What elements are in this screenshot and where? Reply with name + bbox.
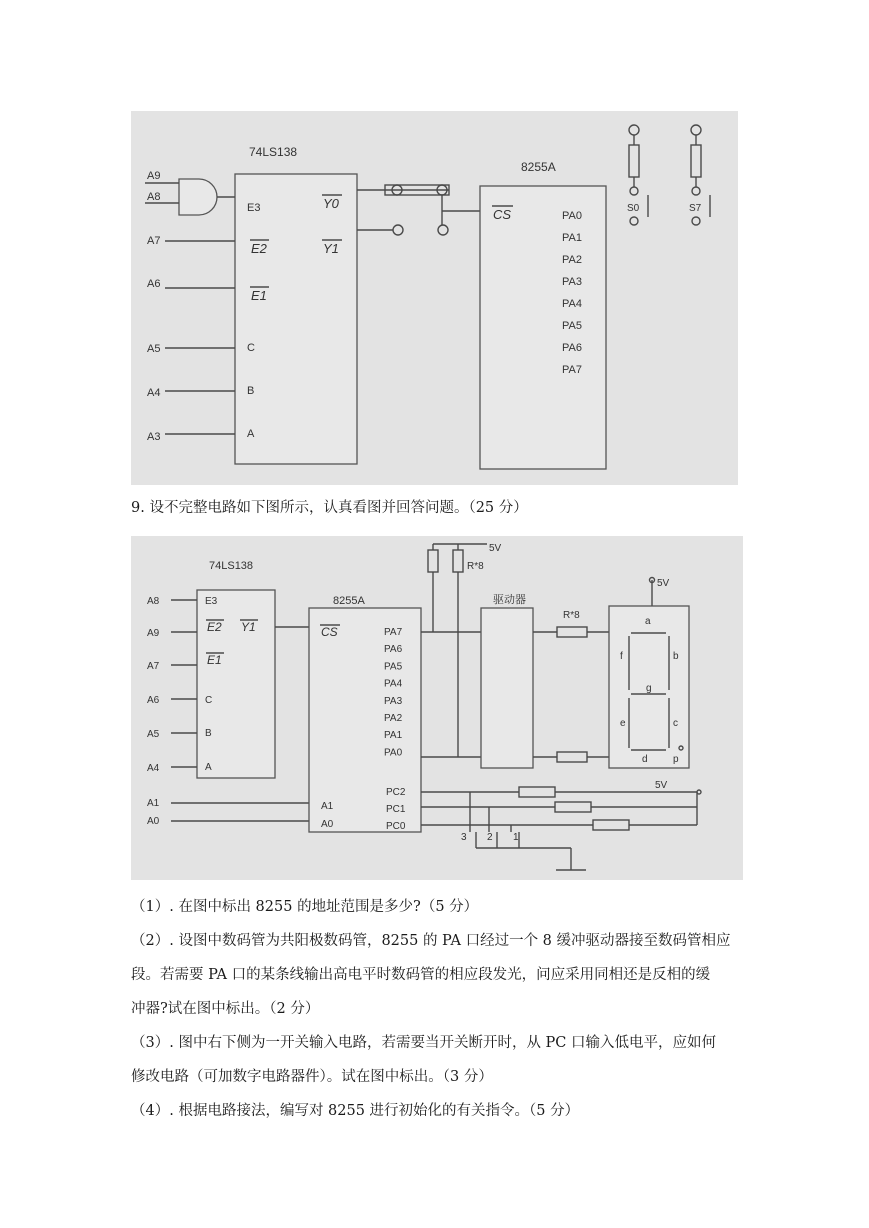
addr-a9: A9 [147, 628, 160, 639]
addr-a5: A5 [147, 343, 161, 355]
switch-s7-label: S7 [689, 203, 702, 214]
pullup-label: R*8 [467, 561, 484, 572]
port-label-pc0: PC0 [386, 821, 406, 832]
decoder-input-e3: E3 [205, 596, 218, 607]
switch-3-label: 3 [461, 832, 467, 843]
segment-g: g [646, 683, 652, 694]
decoder-output-y0: Y0 [323, 196, 339, 211]
ppi-title: 8255A [333, 595, 365, 607]
decoder-74ls138-box [197, 590, 275, 778]
segment-e: e [620, 718, 626, 729]
subquestion-2-line-3: 冲器?试在图中标出。（2 分） [131, 1001, 320, 1017]
circuit-1-svg [131, 111, 738, 485]
switch-power-label: 5V [655, 780, 668, 791]
switch-1-label: 1 [513, 832, 519, 843]
switch-s0-label: S0 [627, 203, 640, 214]
subquestion-2-line-2: 段。若需要 PA 口的某条线输出高电平时数码管的相应段发光，问应采用同相还是反相的缓 [131, 967, 711, 983]
port-label-pa0: PA0 [384, 747, 403, 759]
port-label-pc2: PC2 [386, 787, 406, 798]
segment-a: a [645, 616, 651, 627]
addr-a5: A5 [147, 729, 160, 740]
port-label-pa4: PA4 [562, 298, 582, 310]
question-text: 设不完整电路如下图所示，认真看图并回答问题。（25 分） [149, 500, 528, 516]
ppi-a1: A1 [321, 801, 334, 812]
segment-d: d [642, 754, 648, 765]
driver-box [481, 608, 533, 768]
addr-a7: A7 [147, 661, 160, 672]
segment-p: p [673, 754, 679, 765]
decoder-output-y1: Y1 [241, 620, 256, 634]
port-label-pa2: PA2 [562, 254, 582, 266]
ppi-a0: A0 [321, 819, 334, 830]
circuit-figure-2 [131, 536, 743, 880]
decoder-input-e1: E1 [251, 288, 267, 303]
question-9 [131, 498, 528, 518]
subquestion-2-line-1: （2）. 设图中数码管为共阳极数码管，8255 的 PA 口经过一个 8 缓冲驱动器接至数码管相应 [131, 933, 731, 949]
segment-f: f [620, 651, 623, 662]
port-label-pa6: PA6 [562, 342, 582, 354]
addr-a6: A6 [147, 695, 160, 706]
port-label-pa3: PA3 [384, 695, 403, 707]
decoder-input-e2: E2 [207, 620, 222, 634]
port-label-pa3: PA3 [562, 276, 582, 288]
series-resistor-top [557, 627, 587, 637]
display-power-label: 5V [657, 578, 670, 589]
decoder-input-e1: E1 [207, 653, 222, 667]
ppi-8255a-box [480, 186, 606, 469]
subquestion-3-line-2: 修改电路（可加数字电路器件）。试在图中标出。（3 分） [131, 1069, 493, 1085]
addr-a7: A7 [147, 235, 161, 247]
addr-a0: A0 [147, 816, 160, 827]
port-label-pa7: PA7 [562, 364, 582, 376]
decoder-input-c: C [205, 695, 213, 706]
decoder-input-e2: E2 [251, 241, 267, 256]
circuit-2-svg [131, 536, 743, 880]
switch-s7 [689, 125, 710, 225]
port-label-pa7: PA7 [384, 627, 403, 638]
segment-c: c [673, 718, 678, 729]
decoder-title: 74LS138 [249, 145, 298, 159]
decoder-input-b: B [205, 728, 212, 739]
decoder-input-a: A [205, 762, 212, 773]
port-label-pa2: PA2 [384, 713, 403, 724]
decoder-74ls138-box [235, 174, 357, 464]
circuit-figure-1 [131, 111, 738, 485]
port-label-pa5: PA5 [562, 320, 582, 332]
addr-a9: A9 [147, 170, 161, 182]
power-top-label: 5V [489, 543, 502, 554]
series-resistor-bottom [557, 752, 587, 762]
driver-label: 驱动器 [493, 594, 526, 606]
switch-s0 [627, 125, 648, 225]
addr-a8: A8 [147, 596, 160, 607]
port-label-pa1: PA1 [384, 730, 403, 742]
subquestion-3-line-1: （3）. 图中右下侧为一开关输入电路，若需要当开关断开时，从 PC 口输入低电平，应如何 [131, 1035, 717, 1051]
decoder-input-c: C [247, 342, 255, 354]
question-number: 9. [131, 500, 145, 516]
addr-a4: A4 [147, 763, 160, 774]
port-label-pa0: PA0 [562, 210, 582, 222]
ppi-8255a-box [309, 608, 421, 832]
switch-2-label: 2 [487, 832, 493, 843]
ppi-cs: CS [321, 625, 338, 639]
subquestion-1: （1）. 在图中标出 8255 的地址范围是多少?（5 分） [131, 899, 479, 915]
decoder-input-b: B [247, 385, 255, 397]
addr-a4: A4 [147, 387, 161, 399]
addr-a3: A3 [147, 431, 161, 443]
subquestion-4: （4）. 根据电路接法，编写对 8255 进行初始化的有关指令。（5 分） [131, 1103, 580, 1119]
decoder-input-e3: E3 [247, 202, 261, 214]
port-label-pc1: PC1 [386, 804, 406, 815]
port-label-pa6: PA6 [384, 644, 403, 656]
addr-a8: A8 [147, 191, 161, 203]
series-label: R*8 [563, 610, 580, 621]
port-label-pa5: PA5 [384, 661, 403, 673]
port-label-pa1: PA1 [562, 232, 582, 244]
segment-b: b [673, 651, 679, 662]
ppi-title: 8255A [521, 160, 556, 174]
port-label-pa4: PA4 [384, 678, 403, 690]
cs-jumper-pin [438, 225, 448, 235]
decoder-output-y1: Y1 [323, 241, 339, 256]
addr-a6: A6 [147, 278, 161, 290]
y1-jumper-pin [393, 225, 403, 235]
switch-input-circuit [421, 780, 701, 870]
and-gate [179, 179, 217, 215]
decoder-title: 74LS138 [209, 560, 254, 572]
ppi-cs: CS [493, 207, 512, 222]
addr-a1: A1 [147, 798, 160, 809]
decoder-input-a: A [247, 428, 255, 440]
ppi-pc-labels [386, 787, 406, 832]
